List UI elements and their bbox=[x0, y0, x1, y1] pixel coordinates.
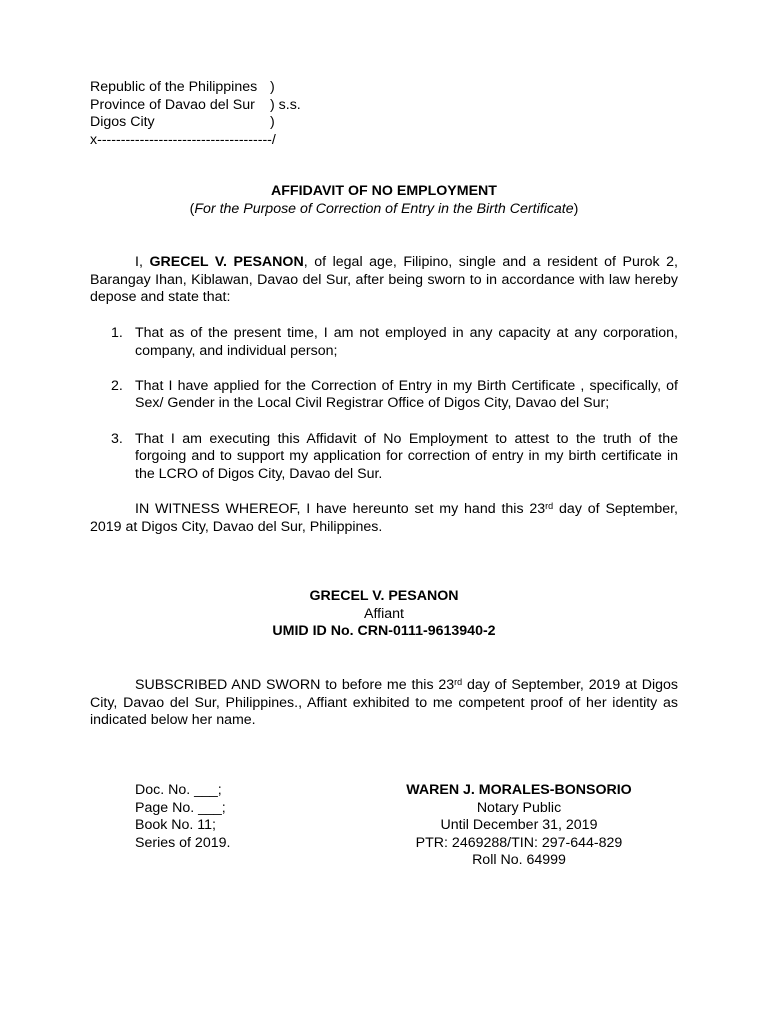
witness-ordinal-suffix: rd bbox=[545, 501, 554, 511]
notary-title: Notary Public bbox=[476, 799, 562, 816]
jurat-ordinal-suffix: rd bbox=[454, 677, 463, 687]
list-item-number: 1. bbox=[111, 325, 123, 341]
intro-text: , of legal age, Filipino, single and a resident of Purok 2, Barangay Ihan, Kiblawan, Davao del Sur, after being sworn to in accordance with law hereby depose and state that: bbox=[90, 254, 678, 306]
list-item-text: That as of the present time, I am not employed in any capacity at any corporation, company, and individual person; bbox=[135, 325, 678, 359]
statement-list bbox=[90, 325, 678, 501]
jurat-paragraph bbox=[90, 677, 678, 730]
subtitle-open-paren: ( bbox=[189, 200, 195, 217]
notarial-register bbox=[135, 782, 230, 852]
notary-name: WAREN J. MORALES-BONSORIO bbox=[406, 782, 632, 798]
jurat-text-after: day of September, 2019 at Digos City, Davao del Sur, Philippines., Affiant exhibited to me competent proof of her identity as indicated below her name. bbox=[90, 677, 678, 729]
series-year: Series of 2019. bbox=[135, 834, 231, 851]
jurat-text-before: SUBSCRIBED AND SWORN to before me this 23 bbox=[135, 677, 455, 693]
witness-text-after: day of September, 2019 at Digos City, Davao del Sur, Philippines. bbox=[90, 501, 678, 535]
venue-country: Republic of the Philippines bbox=[90, 79, 258, 95]
document-title: AFFIDAVIT OF NO EMPLOYMENT bbox=[271, 183, 497, 199]
venue-line-country bbox=[90, 79, 301, 97]
venue-city: Digos City bbox=[90, 114, 155, 131]
list-item bbox=[90, 325, 678, 360]
notary-ptr-tin: PTR: 2469288/TIN: 297-644-829 bbox=[415, 834, 623, 851]
notary-commission-expiry: Until December 31, 2019 bbox=[440, 817, 598, 834]
venue-line-province bbox=[90, 97, 301, 115]
doc-number: Doc. No. ___; bbox=[135, 782, 222, 798]
list-item bbox=[90, 378, 678, 413]
venue-bracket: ) bbox=[270, 79, 275, 95]
caption-separator: x-------------------------------------/ bbox=[90, 131, 276, 148]
document-title-block bbox=[90, 183, 678, 218]
intro-paragraph bbox=[90, 254, 678, 307]
affiant-name-inline: GRECEL V. PESANON bbox=[149, 254, 304, 270]
witness-paragraph bbox=[90, 501, 678, 536]
intro-prefix: I, bbox=[135, 254, 150, 270]
affiant-signature-block bbox=[90, 588, 678, 641]
document-subtitle bbox=[90, 201, 678, 219]
list-item-text: That I have applied for the Correction of Entry in my Birth Certificate , specifically, of Sex/ Gender in the Local Civil Registrar Office of Digos City, Davao del Sur; bbox=[135, 377, 678, 412]
affiant-name: GRECEL V. PESANON bbox=[309, 588, 459, 604]
book-number: Book No. 11; bbox=[135, 817, 216, 834]
list-item-number: 2. bbox=[111, 377, 123, 394]
venue-province: Province of Davao del Sur bbox=[90, 96, 255, 113]
venue-line-city bbox=[90, 114, 301, 132]
list-item bbox=[90, 431, 678, 484]
witness-text-before: IN WITNESS WHEREOF, I have hereunto set my hand this 23 bbox=[135, 501, 546, 517]
venue-bracket: ) bbox=[270, 114, 275, 131]
list-item-text: That I am executing this Affidavit of No Employment to attest to the truth of the forgoing and to support my application for correction of entry in my birth certificate in the LCRO of Digos City, Davao del Sur. bbox=[135, 430, 678, 482]
page-number: Page No. ___; bbox=[135, 799, 226, 816]
notary-roll-number: Roll No. 64999 bbox=[472, 852, 566, 869]
venue-bracket-ss: ) s.s. bbox=[270, 96, 301, 113]
affiant-id: UMID ID No. CRN-0111-9613940-2 bbox=[272, 623, 496, 640]
notary-block bbox=[384, 782, 654, 870]
subtitle-text: For the Purpose of Correction of Entry in the Birth Certificate bbox=[194, 200, 574, 217]
subtitle-close-paren: ) bbox=[573, 200, 579, 217]
affiant-role: Affiant bbox=[364, 605, 404, 622]
venue-caption bbox=[90, 79, 301, 149]
list-item-number: 3. bbox=[111, 430, 123, 447]
